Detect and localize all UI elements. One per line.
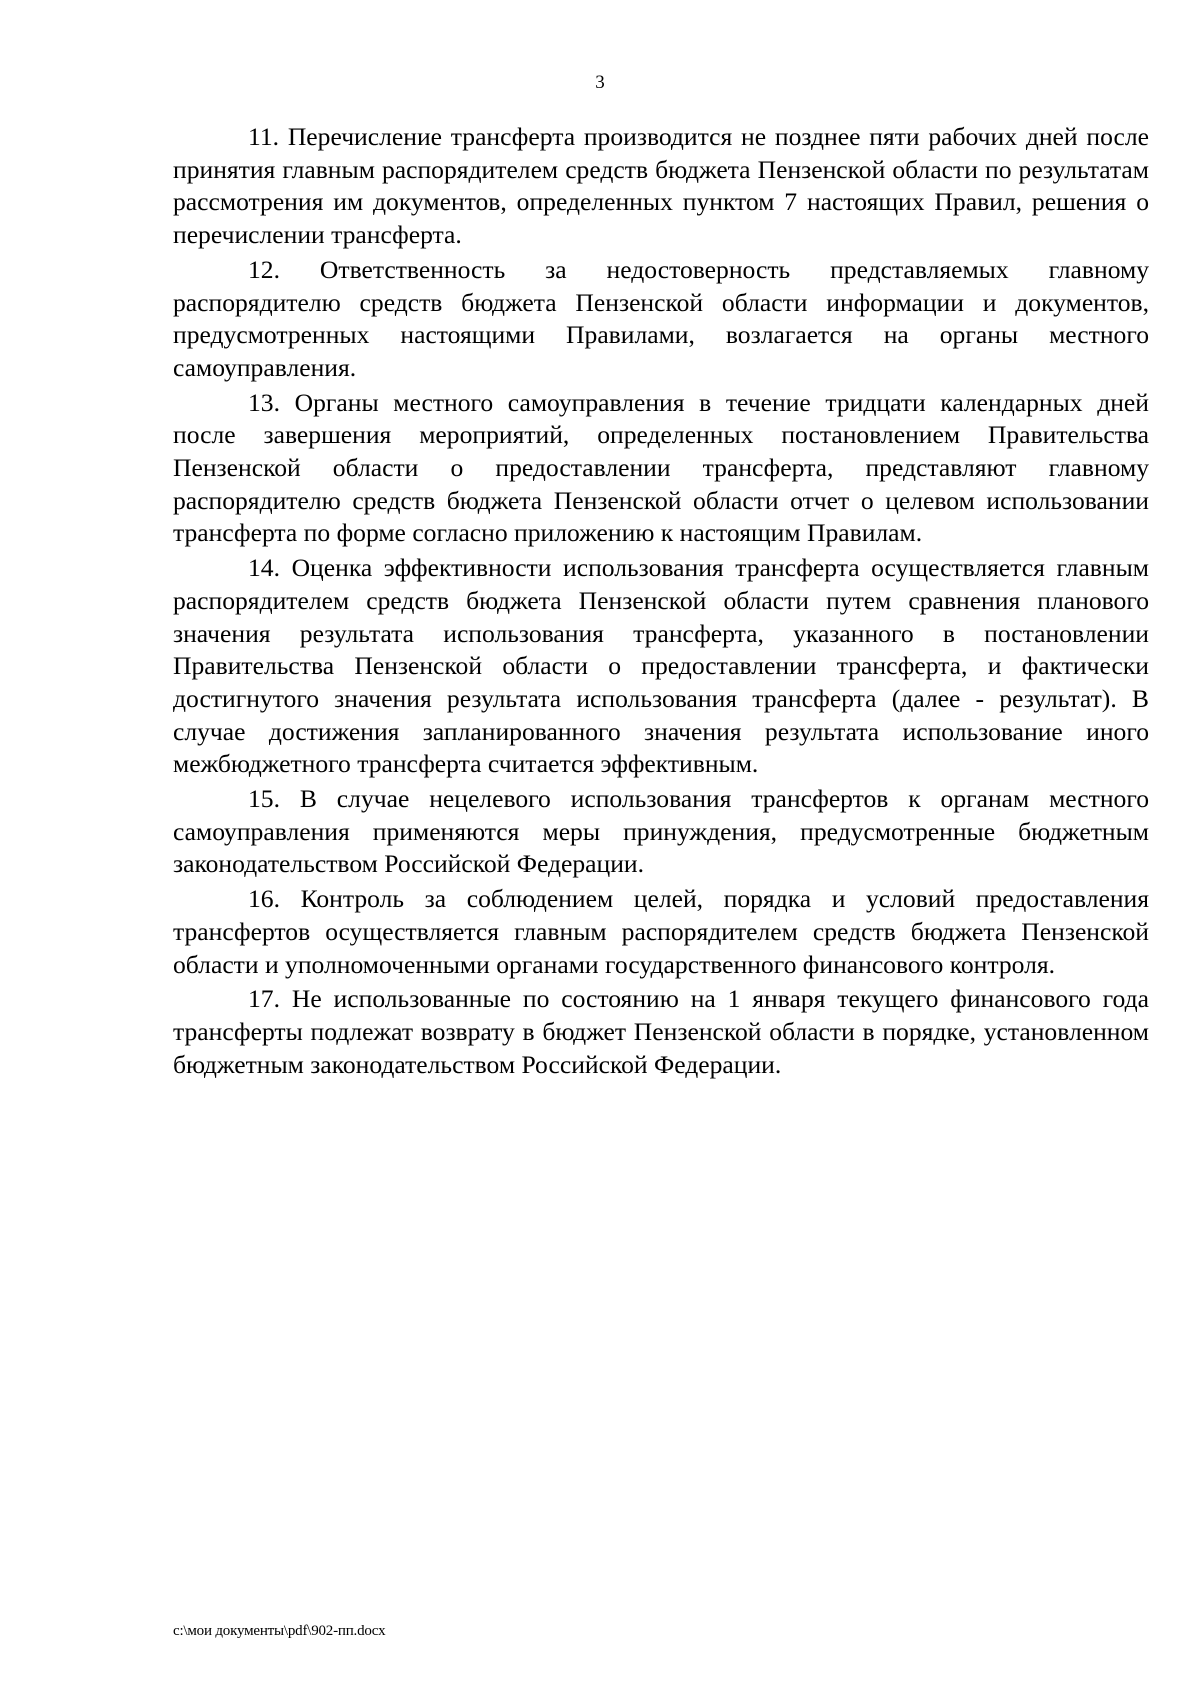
paragraph-16 xyxy=(173,883,1149,981)
paragraph-number: 16. xyxy=(248,884,280,914)
paragraph-text: Оценка эффективности использования трансферта осуществляется главным распорядителем средств бюджета Пензенской области путем сравнения планового значения результата использования трансферта, указанного в постановлении Правительства Пензенской области о предоставлении трансферта, и фактически достигнутого значения результата использования трансферта (далее - результат). В случае достижения запланированного значения результата использование иного межбюджетного трансферта считается эффективным. xyxy=(173,553,1149,779)
paragraph-number: 11. xyxy=(248,122,280,151)
paragraph-12 xyxy=(173,254,1149,385)
paragraph-11 xyxy=(173,121,1149,252)
paragraph-text: В случае нецелевого использования трансфертов к органам местного самоуправления применяются меры принуждения, предусмотренные бюджетным законодательством Российской Федерации. xyxy=(173,784,1149,879)
paragraph-number: 12. xyxy=(248,254,280,284)
paragraph-number: 15. xyxy=(248,784,280,814)
page-number: 3 xyxy=(595,72,605,93)
paragraph-text: Контроль за соблюдением целей, порядка и условий предоставления трансфертов осуществляется главным распорядителем средств бюджета Пензенской области и уполномоченными органами государственного финансового контроля. xyxy=(173,884,1149,979)
paragraph-text: Не использованные по состоянию на 1 января текущего финансового года трансферты подлежат возврату в бюджет Пензенской области в порядке, установленном бюджетным законодательством Российской Федерации. xyxy=(173,984,1149,1079)
footer-file-path: c:\мои документы\pdf\902-пп.docx xyxy=(173,1623,386,1639)
paragraph-text: Органы местного самоуправления в течение тридцати календарных дней после завершения мероприятий, определенных постановлением Правительства Пензенской области о предоставлении трансферта, представляют главному распорядителю средств бюджета Пензенской области отчет о целевом использовании трансферта по форме согласно приложению к настоящим Правилам. xyxy=(173,387,1149,548)
paragraph-17 xyxy=(173,983,1149,1081)
paragraph-15 xyxy=(173,783,1149,881)
paragraph-14 xyxy=(173,552,1149,781)
paragraph-number: 17. xyxy=(248,984,280,1014)
paragraph-number: 14. xyxy=(248,553,280,583)
paragraph-text: Перечисление трансферта производится не позднее пяти рабочих дней после принятия главным распорядителем средств бюджета Пензенской области по результатам рассмотрения им документов, определенных пунктом 7 настоящих Правил, решения о перечислении трансферта. xyxy=(173,122,1149,250)
document-body xyxy=(173,121,1149,1083)
paragraph-13 xyxy=(173,387,1149,551)
paragraph-text: Ответственность за недостоверность представляемых главному распорядителю средств бюджета Пензенской области информации и документов, предусмотренных настоящими Правилами, возлагается на органы местного самоуправления. xyxy=(173,254,1150,382)
paragraph-number: 13. xyxy=(248,387,280,417)
